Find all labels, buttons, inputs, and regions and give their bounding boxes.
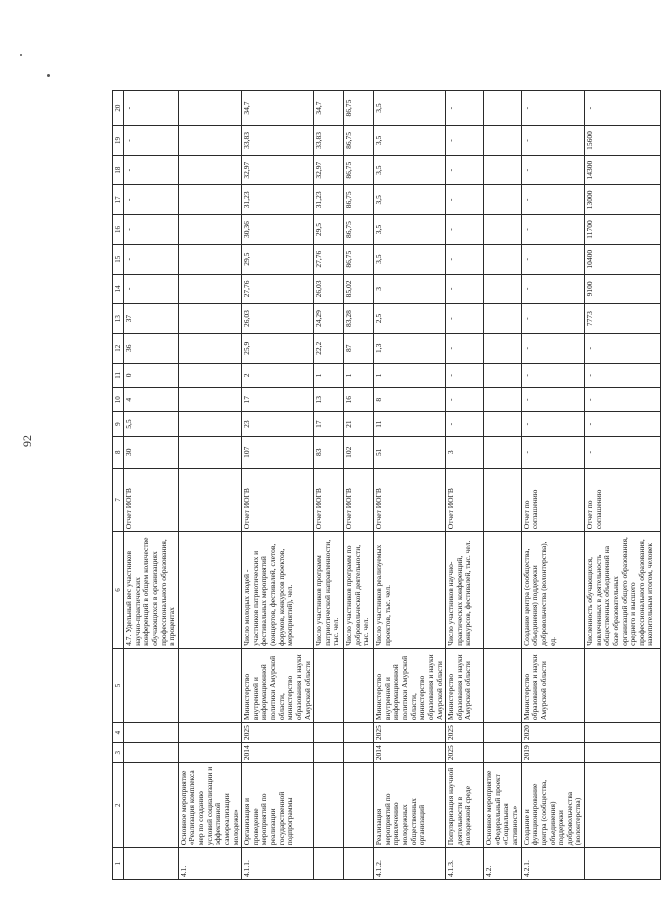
cell-id: 4.1.	[178, 848, 241, 880]
table-row	[178, 91, 241, 880]
cell-value	[484, 304, 522, 334]
cell-name: Основное мероприятие «Федеральный проект «Социальная активность»	[484, 763, 522, 848]
cell-value: 25,9	[242, 333, 314, 363]
cell-value: 17	[314, 412, 344, 436]
column-header: 8	[113, 436, 124, 468]
cell-value: 16	[344, 388, 374, 412]
cell-value: 11	[374, 412, 446, 436]
cell-value: -	[585, 412, 661, 436]
scan-speck	[47, 74, 50, 77]
cell-value: -	[446, 91, 484, 126]
cell-value: 83	[314, 436, 344, 468]
column-header: 9	[113, 412, 124, 436]
cell-value: 3,5	[374, 185, 446, 215]
cell-value: 3,5	[374, 91, 446, 126]
cell-value: 22,2	[314, 333, 344, 363]
cell-id	[314, 848, 344, 880]
cell-start-year	[585, 743, 661, 763]
table-row	[484, 91, 522, 880]
cell-value: 14300	[585, 155, 661, 185]
cell-value	[484, 155, 522, 185]
cell-end-year	[124, 723, 179, 743]
column-header: 15	[113, 244, 124, 274]
cell-value	[178, 274, 241, 304]
cell-start-year: 2019	[521, 743, 584, 763]
cell-start-year: 2014	[242, 743, 314, 763]
table-row	[124, 91, 179, 880]
scan-speck	[20, 54, 22, 56]
cell-source: Отчет ИОГВ	[446, 468, 484, 532]
cell-source: Отчет ИОГВ	[314, 468, 344, 532]
cell-value: 32,97	[242, 155, 314, 185]
cell-value: -	[521, 333, 584, 363]
cell-value: -	[124, 91, 179, 126]
cell-end-year	[178, 723, 241, 743]
cell-end-year: 2020	[521, 723, 584, 743]
cell-end-year	[314, 723, 344, 743]
cell-value: -	[521, 155, 584, 185]
cell-end-year	[344, 723, 374, 743]
cell-value: 13000	[585, 185, 661, 215]
cell-start-year	[314, 743, 344, 763]
cell-executor: Министерство внутренней и информационной политики Амурской области, министерство образования и науки Амурской области	[242, 648, 314, 722]
cell-start-year	[344, 743, 374, 763]
cell-value: -	[446, 244, 484, 274]
column-header: 16	[113, 215, 124, 245]
cell-executor: Министерство внутренней и информационной политики Амурской области, министерство образования и науки Амурской области	[374, 648, 446, 722]
cell-name	[314, 763, 344, 848]
cell-value	[484, 185, 522, 215]
cell-value: 5,5	[124, 412, 179, 436]
cell-end-year: 2025	[242, 723, 314, 743]
cell-value: 3	[446, 436, 484, 468]
cell-value: 26,03	[242, 304, 314, 334]
cell-value: 17	[242, 388, 314, 412]
cell-value: -	[521, 436, 584, 468]
cell-value: -	[446, 304, 484, 334]
table-row	[314, 91, 344, 880]
cell-value	[178, 412, 241, 436]
cell-id: 4.1.1.	[242, 848, 314, 880]
table-row	[374, 91, 446, 880]
table-row	[446, 91, 484, 880]
cell-start-year: 2014	[374, 743, 446, 763]
cell-value: -	[521, 215, 584, 245]
cell-indicator: Число участников реализуемых проектов, тыс. чел.	[374, 532, 446, 649]
column-header: 10	[113, 388, 124, 412]
cell-value: -	[446, 126, 484, 156]
cell-value: 11700	[585, 215, 661, 245]
cell-value: 15600	[585, 126, 661, 156]
cell-name: Популяризация научной деятельности в молодежной среде	[446, 763, 484, 848]
cell-indicator	[484, 532, 522, 649]
cell-value: -	[521, 91, 584, 126]
column-header: 3	[113, 743, 124, 763]
cell-value: 9100	[585, 274, 661, 304]
cell-value: 86,75	[344, 126, 374, 156]
cell-executor	[585, 648, 661, 722]
column-header: 2	[113, 763, 124, 848]
cell-value	[178, 436, 241, 468]
column-header: 20	[113, 91, 124, 126]
column-header: 1	[113, 848, 124, 880]
cell-value: 0	[124, 363, 179, 387]
cell-value: 102	[344, 436, 374, 468]
cell-value: 3,5	[374, 215, 446, 245]
cell-value: -	[446, 388, 484, 412]
cell-indicator: Численность обучающихся, вовлеченных в деятельность общественных объединений на базе образовательных организаций общего образования, среднего и высшего профессионального образования, накопительным итогом, человек	[585, 532, 661, 649]
column-header: 4	[113, 723, 124, 743]
cell-value: 86,75	[344, 155, 374, 185]
cell-value	[484, 436, 522, 468]
cell-name: Основное мероприятие «Реализация комплекса мер по созданию условий социализации и эффективной самореализации молодежи»	[178, 763, 241, 848]
cell-value	[484, 388, 522, 412]
column-header: 5	[113, 648, 124, 722]
column-header: 18	[113, 155, 124, 185]
cell-end-year	[484, 723, 522, 743]
cell-executor: Министерство образования и науки Амурской области	[446, 648, 484, 722]
cell-value: 86,75	[344, 91, 374, 126]
cell-indicator: Создание центра (сообщества, объединения) поддержки добровольчества (волонтерства), ед.	[521, 532, 584, 649]
cell-value: 1	[314, 363, 344, 387]
cell-name: Создание и функционирование центра (сообщества, объединения) поддержки добровольчества (волонтерства)	[521, 763, 584, 848]
cell-indicator: Число молодых людей - участников патриотических и фестивальных мероприятий (концертов, фестивалей, слетов, форумов, конкурсов проектов, мероприятий), чел.	[242, 532, 314, 649]
cell-value: -	[446, 155, 484, 185]
cell-value	[484, 91, 522, 126]
cell-source: Отчет по соглашению	[585, 468, 661, 532]
cell-value: -	[521, 185, 584, 215]
cell-value: 3,5	[374, 126, 446, 156]
cell-value	[484, 333, 522, 363]
cell-value: -	[585, 388, 661, 412]
cell-value: 29,5	[242, 244, 314, 274]
cell-id: 4.2.1.	[521, 848, 584, 880]
column-header: 11	[113, 363, 124, 387]
table-row	[242, 91, 314, 880]
cell-value: 83,28	[344, 304, 374, 334]
cell-value: 26,03	[314, 274, 344, 304]
cell-value	[178, 244, 241, 274]
cell-start-year	[124, 743, 179, 763]
cell-value: 13	[314, 388, 344, 412]
cell-start-year	[484, 743, 522, 763]
cell-value: 2	[242, 363, 314, 387]
cell-value: -	[446, 363, 484, 387]
cell-value: 2,5	[374, 304, 446, 334]
cell-value	[178, 333, 241, 363]
cell-value: 1	[374, 363, 446, 387]
cell-value: 27,76	[242, 274, 314, 304]
cell-value: -	[446, 185, 484, 215]
cell-source	[178, 468, 241, 532]
cell-value	[484, 412, 522, 436]
cell-indicator	[178, 532, 241, 649]
cell-value	[484, 244, 522, 274]
cell-value: 85,02	[344, 274, 374, 304]
page-number: 92	[20, 435, 34, 447]
cell-value: 31,23	[242, 185, 314, 215]
cell-name	[344, 763, 374, 848]
cell-executor	[178, 648, 241, 722]
cell-value: 36	[124, 333, 179, 363]
cell-value: 107	[242, 436, 314, 468]
cell-value: 8	[374, 388, 446, 412]
header-row	[113, 91, 124, 880]
column-header: 14	[113, 274, 124, 304]
cell-source	[484, 468, 522, 532]
cell-value	[178, 155, 241, 185]
cell-indicator: Число участников научно-практических конференций, конкурсов, фестивалей, тыс. чел.	[446, 532, 484, 649]
cell-value: 1,3	[374, 333, 446, 363]
cell-id	[124, 848, 179, 880]
cell-value: -	[124, 185, 179, 215]
cell-value: 21	[344, 412, 374, 436]
cell-value: -	[521, 388, 584, 412]
cell-value	[178, 304, 241, 334]
cell-end-year	[585, 723, 661, 743]
cell-value: 1	[344, 363, 374, 387]
cell-value: 37	[124, 304, 179, 334]
cell-value: 33,83	[314, 126, 344, 156]
cell-value	[178, 388, 241, 412]
cell-name	[124, 763, 179, 848]
cell-value: 24,29	[314, 304, 344, 334]
rotated-table-frame	[112, 90, 655, 880]
cell-executor	[344, 648, 374, 722]
cell-value: 30,36	[242, 215, 314, 245]
cell-value: -	[446, 274, 484, 304]
cell-start-year	[178, 743, 241, 763]
cell-value: -	[124, 155, 179, 185]
cell-value	[178, 185, 241, 215]
cell-value: -	[521, 412, 584, 436]
cell-id: 4.2.	[484, 848, 522, 880]
cell-indicator: Число участников программ по добровольческой деятельности, тыс. чел.	[344, 532, 374, 649]
cell-executor	[124, 648, 179, 722]
cell-value: 29,5	[314, 215, 344, 245]
cell-value	[178, 363, 241, 387]
cell-source: Отчет ИОГВ	[242, 468, 314, 532]
cell-value: 34,7	[242, 91, 314, 126]
cell-indicator: 4.7. Удельный вес участников научно-практических конференций в общем количестве обучающихся в организациях профессионального образования, в процентах	[124, 532, 179, 649]
cell-value: 87	[344, 333, 374, 363]
cell-value	[484, 126, 522, 156]
cell-value: 86,75	[344, 185, 374, 215]
cell-value: 7773	[585, 304, 661, 334]
cell-value: -	[521, 244, 584, 274]
cell-value: 34,7	[314, 91, 344, 126]
cell-source: Отчет ИОГВ	[124, 468, 179, 532]
cell-source: Отчет ИОГВ	[344, 468, 374, 532]
cell-id: 4.1.3.	[446, 848, 484, 880]
cell-value: -	[585, 91, 661, 126]
cell-value: -	[446, 333, 484, 363]
cell-value: -	[585, 436, 661, 468]
cell-value: -	[521, 304, 584, 334]
cell-indicator: Число участников программ патриотической направленности, тыс. чел.	[314, 532, 344, 649]
cell-value: -	[521, 274, 584, 304]
cell-value: -	[124, 274, 179, 304]
cell-start-year: 2025	[446, 743, 484, 763]
column-header: 19	[113, 126, 124, 156]
cell-value: -	[446, 215, 484, 245]
cell-value: 3,5	[374, 244, 446, 274]
column-header: 12	[113, 333, 124, 363]
cell-value	[484, 274, 522, 304]
cell-id	[344, 848, 374, 880]
cell-value	[484, 215, 522, 245]
cell-value: 3,5	[374, 155, 446, 185]
cell-value: -	[585, 363, 661, 387]
cell-value: 33,83	[242, 126, 314, 156]
cell-value: -	[124, 126, 179, 156]
cell-executor: Министерство образования и науки Амурской области	[521, 648, 584, 722]
table-row	[521, 91, 584, 880]
cell-name: Реализация мероприятий по привлечению молодежных общественных организаций	[374, 763, 446, 848]
table-row	[585, 91, 661, 880]
cell-value	[178, 215, 241, 245]
cell-value: -	[521, 363, 584, 387]
cell-value: 31,23	[314, 185, 344, 215]
cell-executor	[484, 648, 522, 722]
cell-source: Отчет ИОГВ	[374, 468, 446, 532]
cell-name: Организация и проведение мероприятий по реализации государственной подпрограммы	[242, 763, 314, 848]
column-header: 6	[113, 532, 124, 649]
cell-value: -	[124, 244, 179, 274]
cell-value	[484, 363, 522, 387]
cell-value: -	[446, 412, 484, 436]
cell-id	[585, 848, 661, 880]
cell-end-year: 2025	[446, 723, 484, 743]
cell-value: 86,75	[344, 244, 374, 274]
cell-value: 32,97	[314, 155, 344, 185]
cell-value: -	[124, 215, 179, 245]
column-header: 17	[113, 185, 124, 215]
cell-value: 3	[374, 274, 446, 304]
cell-executor	[314, 648, 344, 722]
cell-value: -	[585, 333, 661, 363]
cell-name	[585, 763, 661, 848]
cell-end-year: 2025	[374, 723, 446, 743]
cell-value: 23	[242, 412, 314, 436]
cell-source: Отчет по соглашению	[521, 468, 584, 532]
table-row	[344, 91, 374, 880]
cell-value	[178, 126, 241, 156]
column-header: 13	[113, 304, 124, 334]
cell-value: 4	[124, 388, 179, 412]
cell-id: 4.1.2.	[374, 848, 446, 880]
cell-value: 10400	[585, 244, 661, 274]
cell-value: 51	[374, 436, 446, 468]
cell-value: 86,75	[344, 215, 374, 245]
cell-value: -	[521, 126, 584, 156]
program-indicators-table	[112, 90, 661, 880]
cell-value: 30	[124, 436, 179, 468]
cell-value: 27,76	[314, 244, 344, 274]
column-header: 7	[113, 468, 124, 532]
cell-value	[178, 91, 241, 126]
